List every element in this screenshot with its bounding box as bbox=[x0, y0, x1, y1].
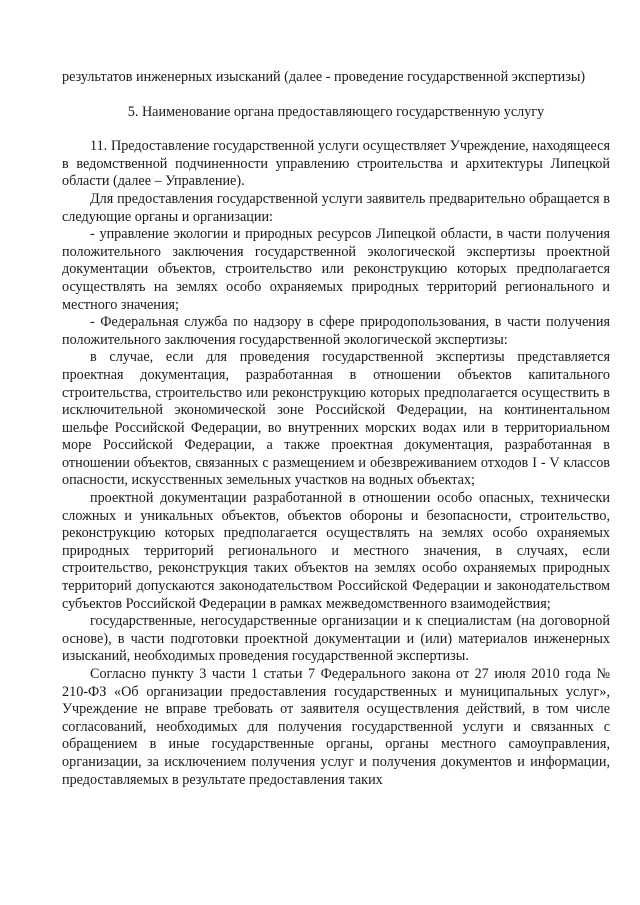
paragraph-case-documentation: в случае, если для проведения государственной экспертизы представляется проектная документация, разработанная в отношении объектов капитального строительства, строительство или реконструкцию которых предполагается осуществить в исключительной экономической зоне Российской Федерации, на континентальном шельфе Российской Федерации, во внутренних морских водах или в территориальном море Российской Федерации, а также проектная документация, разработанная в отношении объектов, связанных с размещением и обезвреживанием отходов I - V классов опасности, искусственных земельных участков на водных объектах; bbox=[62, 349, 610, 489]
paragraph-dangerous-objects: проектной документации разработанной в отношении особо опасных, технически сложных и уникальных объектов, объектов обороны и безопасности, строительство, реконструкцию которых предполагается осуществлять на землях особо охраняемых природных территорий регионального и местного значения, в случаях, если строительство, реконструкция таких объектов на землях особо охраняемых природных территорий допускаются законодательством Российской Федерации и законодательством субъектов Российской Федерации в рамках межведомственного взаимодействия; bbox=[62, 490, 610, 612]
paragraph-11: 11. Предоставление государственной услуги осуществляет Учреждение, находящееся в ведомственной подчиненности управлению строительства и архитектуры Липецкой области (далее – Управление). bbox=[62, 138, 610, 190]
paragraph-federal-law: Согласно пункту 3 части 1 статьи 7 Федерального закона от 27 июля 2010 года № 210-ФЗ «Об организации предоставления государственных и муниципальных услуг», Учреждение не вправе требовать от заявителя осуществления действий, в том числе согласований, необходимых для получения государственной услуги и связанных с обращением в иные государственные органы, органы местного самоуправления, организации, за исключением получения услуг и получения документов и информации, предоставляемых в результате предоставления таких bbox=[62, 666, 610, 788]
paragraph-organizations: государственные, негосударственные организации и к специалистам (на договорной основе), в части подготовки проектной документации и (или) материалов инженерных изысканий, необходимых проведения государственной экспертизы. bbox=[62, 613, 610, 665]
document-body bbox=[62, 69, 610, 789]
section-heading: 5. Наименование органа предоставляющего государственную услугу bbox=[127, 103, 545, 120]
paragraph-applicant-bodies: Для предоставления государственной услуги заявитель предварительно обращается в следующие органы и организации: bbox=[62, 190, 610, 225]
intro-text: результатов инженерных изысканий (далее - проведение государственной экспертизы) bbox=[62, 69, 586, 85]
paragraph-ecology-department: - управление экологии и природных ресурсов Липецкой области, в части получения положительного заключения государственной экологической экспертизы проектной документации объектов, строительство или реконструкцию которых предполагается осуществлять на землях особо охраняемых природных территорий регионального и местного значения; bbox=[62, 226, 610, 313]
paragraph-federal-service: - Федеральная служба по надзору в сфере природопользования, в части получения положительного заключения государственной экологической экспертизы: bbox=[62, 314, 610, 348]
